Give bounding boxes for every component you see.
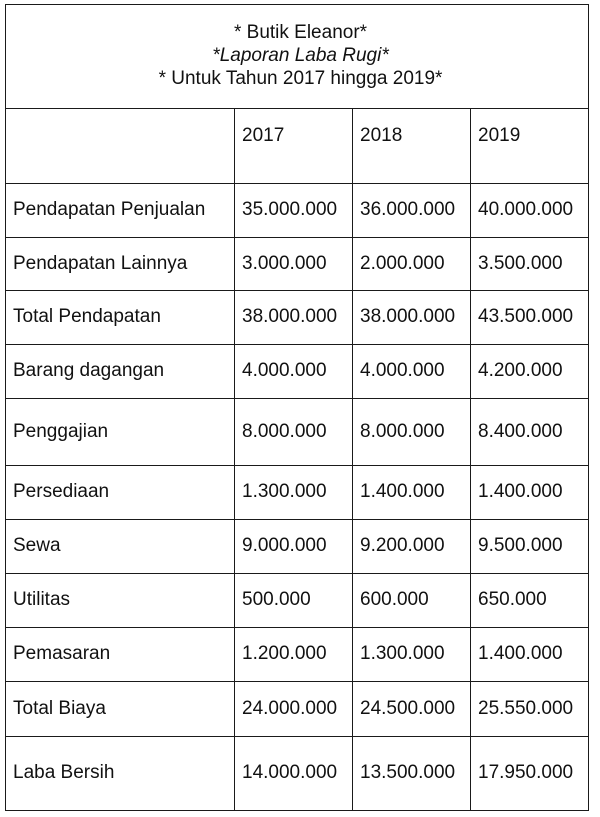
value-cell: 1.200.000 (235, 628, 353, 682)
income-statement-document (5, 4, 588, 810)
value-cell: 1.400.000 (471, 466, 589, 520)
value-cell: 8.000.000 (353, 399, 471, 466)
year-header-2017: 2017 (235, 109, 353, 184)
value-cell: 9.000.000 (235, 520, 353, 574)
year-header-2018: 2018 (353, 109, 471, 184)
report-title (6, 5, 589, 109)
value-cell: 1.300.000 (353, 628, 471, 682)
row-label: Persediaan (6, 466, 235, 520)
title-row (6, 5, 589, 109)
value-cell: 38.000.000 (235, 291, 353, 345)
value-cell: 35.000.000 (235, 184, 353, 238)
year-header-2019: 2019 (471, 109, 589, 184)
table-row (6, 399, 589, 466)
value-cell: 3.500.000 (471, 238, 589, 291)
table-row (6, 345, 589, 399)
value-cell: 3.000.000 (235, 238, 353, 291)
value-cell: 36.000.000 (353, 184, 471, 238)
table-row (6, 520, 589, 574)
value-cell: 9.500.000 (471, 520, 589, 574)
value-cell: 8.000.000 (235, 399, 353, 466)
table-row (6, 682, 589, 737)
header-blank-cell (6, 109, 235, 184)
row-label: Sewa (6, 520, 235, 574)
value-cell: 38.000.000 (353, 291, 471, 345)
table-row (6, 737, 589, 811)
value-cell: 14.000.000 (235, 737, 353, 811)
row-label: Pendapatan Lainnya (6, 238, 235, 291)
row-label: Barang dagangan (6, 345, 235, 399)
table-row (6, 291, 589, 345)
row-label: Pendapatan Penjualan (6, 184, 235, 238)
value-cell: 17.950.000 (471, 737, 589, 811)
value-cell: 4.000.000 (235, 345, 353, 399)
value-cell: 13.500.000 (353, 737, 471, 811)
value-cell: 650.000 (471, 574, 589, 628)
row-label: Laba Bersih (6, 737, 235, 811)
income-statement-table (5, 4, 589, 811)
table-row (6, 184, 589, 238)
value-cell: 2.000.000 (353, 238, 471, 291)
row-label: Total Biaya (6, 682, 235, 737)
row-label: Penggajian (6, 399, 235, 466)
table-row (6, 466, 589, 520)
value-cell: 25.550.000 (471, 682, 589, 737)
title-line-period: * Untuk Tahun 2017 hingga 2019* (158, 67, 443, 89)
value-cell: 43.500.000 (471, 291, 589, 345)
row-label: Pemasaran (6, 628, 235, 682)
value-cell: 600.000 (353, 574, 471, 628)
value-cell: 1.300.000 (235, 466, 353, 520)
value-cell: 8.400.000 (471, 399, 589, 466)
value-cell: 9.200.000 (353, 520, 471, 574)
value-cell: 40.000.000 (471, 184, 589, 238)
value-cell: 4.200.000 (471, 345, 589, 399)
value-cell: 1.400.000 (471, 628, 589, 682)
row-label: Total Pendapatan (6, 291, 235, 345)
value-cell: 24.500.000 (353, 682, 471, 737)
year-header-row (6, 109, 589, 184)
value-cell: 1.400.000 (353, 466, 471, 520)
table-row (6, 238, 589, 291)
value-cell: 500.000 (235, 574, 353, 628)
title-line-report-name: *Laporan Laba Rugi* (212, 45, 389, 67)
table-row (6, 628, 589, 682)
value-cell: 4.000.000 (353, 345, 471, 399)
row-label: Utilitas (6, 574, 235, 628)
title-line-company: * Butik Eleanor* (233, 22, 368, 44)
value-cell: 24.000.000 (235, 682, 353, 737)
table-row (6, 574, 589, 628)
